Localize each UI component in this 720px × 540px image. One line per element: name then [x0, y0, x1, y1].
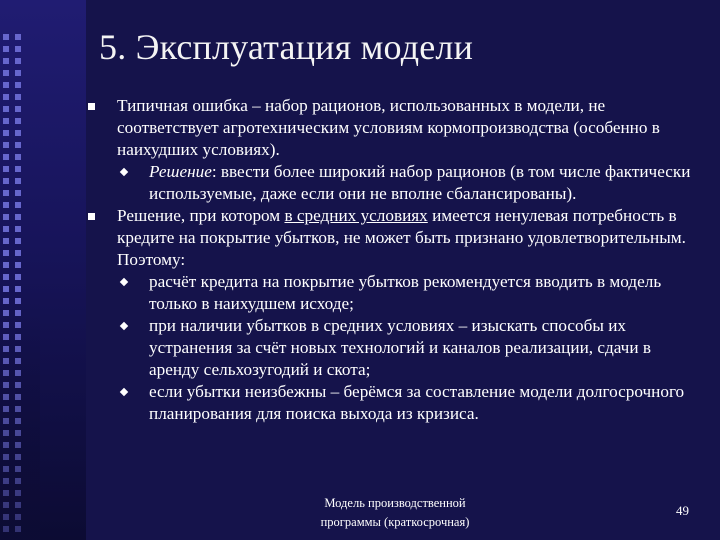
bullet-item [86, 205, 702, 271]
sub-bullet-item [86, 315, 702, 381]
square-bullet-icon [88, 213, 95, 220]
sub-bullet-text: расчёт кредита на покрытие убытков рекомендуется вводить в модель только в наихудшем исходе; [149, 272, 662, 313]
footer-caption [295, 494, 495, 532]
footer-line-1: Модель производственной [324, 496, 466, 510]
sub-bullet-item [86, 381, 702, 425]
bullet-text-pre: Решение, при котором [117, 206, 285, 225]
page-number: 49 [676, 503, 689, 518]
sub-bullet-item [86, 271, 702, 315]
sub-bullet-item [86, 161, 702, 205]
decorative-fade [0, 300, 40, 540]
underlined-phrase: в средних условиях [284, 206, 428, 225]
slide-content [86, 95, 702, 425]
diamond-bullet-icon [120, 278, 128, 286]
sub-bullet-text: : ввести более широкий набор рационов (в том числе фактически используемые, даже если они не вполне сбалансированы). [149, 162, 691, 203]
diamond-bullet-icon [120, 168, 128, 176]
solution-label: Решение [149, 162, 212, 181]
bullet-text-post: имеется ненулевая потребность в кредите на покрытие убытков, не может быть признано удовлетворительным. Поэтому: [117, 206, 686, 269]
bullet-text: Типичная ошибка – набор рационов, использованных в модели, не соответствует агротехническим условиям кормопроизводства (особенно в наихудших условиях). [117, 96, 660, 159]
bullet-item [86, 95, 702, 161]
slide-title: 5. Эксплуатация модели [99, 27, 474, 67]
sub-bullet-text: если убытки неизбежны – берёмся за составление модели долгосрочного планирования для поиска выхода из кризиса. [149, 382, 685, 423]
diamond-bullet-icon [120, 322, 128, 330]
diamond-bullet-icon [120, 388, 128, 396]
square-bullet-icon [88, 103, 95, 110]
footer-line-2: программы (краткосрочная) [320, 515, 470, 529]
sub-bullet-text: при наличии убытков в средних условиях – изыскать способы их устранения за счёт новых технологий и каналов реализации, сдачи в аренду сельхозугодий и скота; [149, 316, 651, 379]
